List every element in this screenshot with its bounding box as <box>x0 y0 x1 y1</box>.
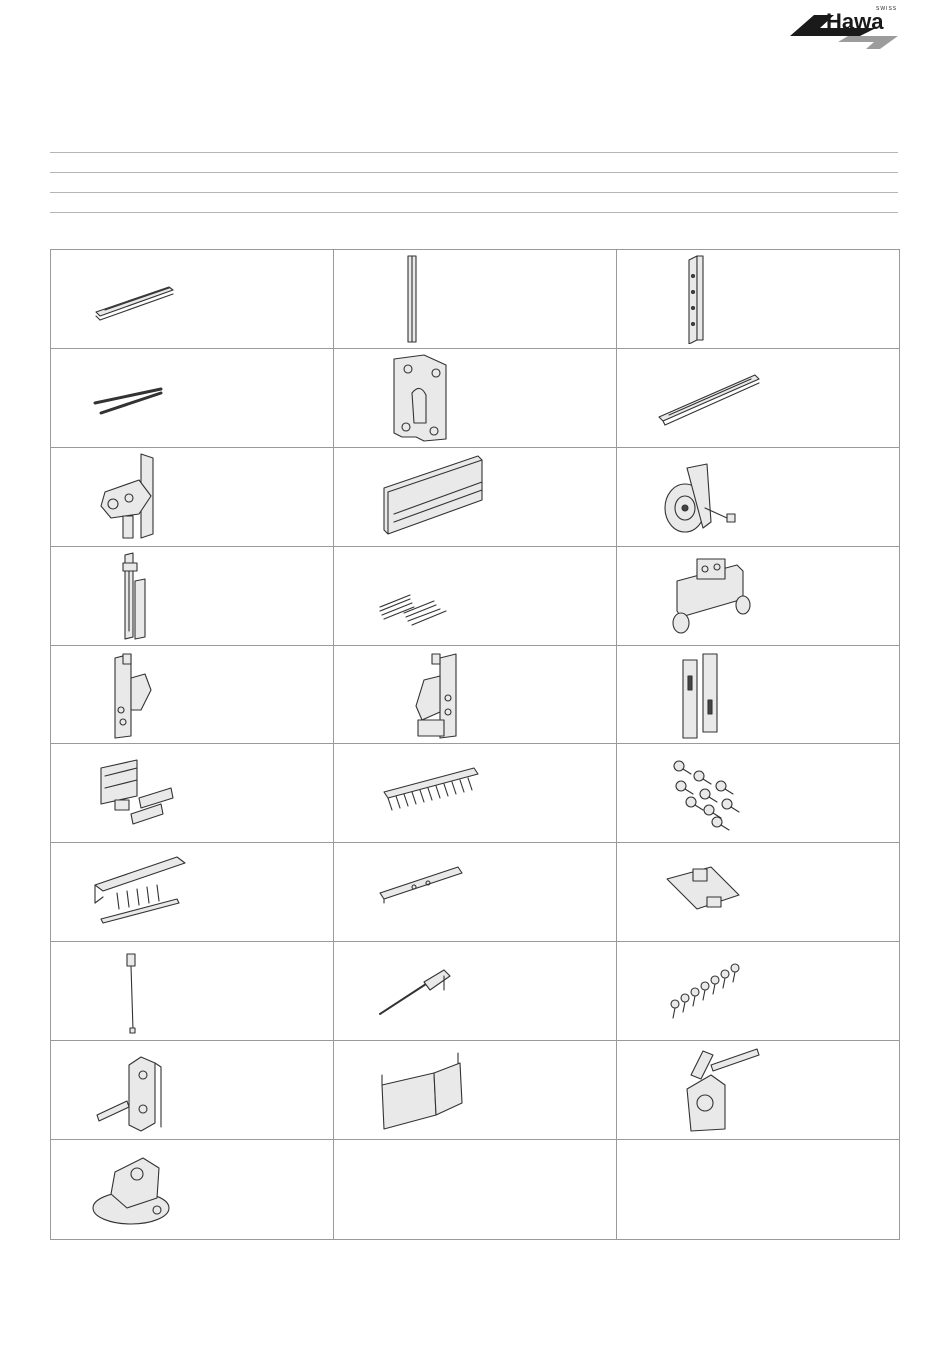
cable-ties-bundle-icon <box>364 551 504 641</box>
cable-drum-icon <box>647 452 787 542</box>
flat-plate-icon <box>364 847 504 937</box>
perforated-vertical-profile-icon <box>647 254 787 344</box>
allen-key-icon <box>364 946 504 1036</box>
part-cell-8-2 <box>334 942 617 1041</box>
part-cell-8-3 <box>617 942 899 1041</box>
crossed-rods-icon <box>81 353 221 443</box>
logo-tagline: SWISS <box>876 6 898 12</box>
part-cell-4-2 <box>334 547 617 646</box>
floor-guide-icon <box>647 1045 787 1135</box>
part-cell-10-2 <box>334 1140 617 1239</box>
part-cell-7-1 <box>51 843 334 942</box>
part-cell-5-1 <box>51 646 334 745</box>
divider-2 <box>50 172 898 173</box>
part-cell-5-3 <box>617 646 899 745</box>
part-cell-6-2 <box>334 744 617 843</box>
stop-block-icon <box>647 847 787 937</box>
divider-3 <box>50 192 898 193</box>
part-cell-7-2 <box>334 843 617 942</box>
part-cell-3-2 <box>334 448 617 547</box>
part-cell-4-1 <box>51 547 334 646</box>
connector-pins-icon <box>81 748 221 838</box>
logo-text: Hawa <box>826 9 884 34</box>
wide-track-profile-icon <box>364 452 504 542</box>
part-cell-10-3 <box>617 1140 899 1239</box>
screw-row-icon <box>647 946 787 1036</box>
vertical-latch-icon <box>81 551 221 641</box>
roller-carriage-icon <box>647 551 787 641</box>
vertical-guide-profile-icon <box>364 254 504 344</box>
part-cell-6-3 <box>617 744 899 843</box>
parts-grid <box>50 249 900 1240</box>
screw-set-icon <box>647 748 787 838</box>
part-cell-8-1 <box>51 942 334 1041</box>
part-cell-1-1 <box>51 250 334 349</box>
divider-1 <box>50 152 898 153</box>
part-cell-9-2 <box>334 1041 617 1140</box>
part-cell-5-2 <box>334 646 617 745</box>
guide-bracket-right-icon <box>364 650 504 740</box>
paired-brackets-icon <box>647 650 787 740</box>
part-cell-9-1 <box>51 1041 334 1140</box>
hawa-logo <box>788 3 902 51</box>
divider-4 <box>50 212 898 213</box>
pendulum-rod-icon <box>81 946 221 1036</box>
cover-profile-with-screws-icon <box>81 847 221 937</box>
part-cell-4-3 <box>617 547 899 646</box>
part-cell-2-1 <box>51 349 334 448</box>
guide-bracket-left-icon <box>81 650 221 740</box>
part-cell-3-1 <box>51 448 334 547</box>
part-cell-3-3 <box>617 448 899 547</box>
angle-bracket-icon <box>81 1045 221 1135</box>
running-track-profile-icon <box>81 254 221 344</box>
part-cell-10-1 <box>51 1140 334 1239</box>
part-cell-9-3 <box>617 1041 899 1140</box>
part-cell-2-3 <box>617 349 899 448</box>
part-cell-6-1 <box>51 744 334 843</box>
clip-cover-icon <box>364 1045 504 1135</box>
part-cell-2-2 <box>334 349 617 448</box>
hawa-logo-icon <box>788 3 902 51</box>
part-cell-7-3 <box>617 843 899 942</box>
part-cell-1-2 <box>334 250 617 349</box>
comb-strip-icon <box>364 748 504 838</box>
slotted-rail-icon <box>647 353 787 443</box>
hinge-assembly-icon <box>81 452 221 542</box>
part-cell-1-3 <box>617 250 899 349</box>
mounting-plate-icon <box>364 353 504 443</box>
round-floor-guide-icon <box>81 1144 221 1234</box>
